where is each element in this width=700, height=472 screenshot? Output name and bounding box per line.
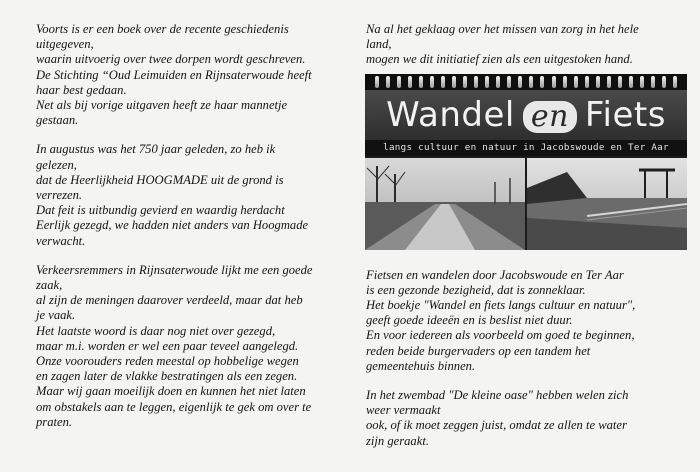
text-line: is een gezonde bezigheid, dat is zonneklaar. xyxy=(366,282,586,297)
text-line: Net als bij vorige uitgaven heeft ze haar mannetje xyxy=(36,98,288,113)
poem-stanza-swimming-pool xyxy=(366,388,684,449)
text-line: De Stichting “Oud Leimuiden en Rijnsaterwoude heeft xyxy=(36,67,312,82)
booklet-title-word: Fiets xyxy=(584,94,666,135)
landscape-photo-canal xyxy=(365,158,525,250)
booklet-subtitle: langs cultuur en natuur in Jacobswoude en Ter Aar xyxy=(365,140,687,156)
text-line: verwacht. xyxy=(36,233,86,248)
text-line: maar m.i. worden er wel een paar teveel aangelegd. xyxy=(36,338,299,353)
text-line: gelezen, xyxy=(36,157,77,172)
text-line: Verkeersremmers in Rijnsaterwoude lijkt me een goede xyxy=(36,262,313,277)
text-line: gestaan. xyxy=(36,113,79,128)
landscape-photo-bridge xyxy=(527,158,687,250)
left-column xyxy=(36,22,352,444)
text-line: zijn geraakt. xyxy=(366,433,429,448)
text-line: reden beide burgervaders op een tandem het xyxy=(366,343,591,358)
text-line: Onze voorouders reden meestal op hobbelige wegen xyxy=(36,354,299,369)
text-line: Eerlijk gezegd, we hadden niet anders van Hoogmade xyxy=(36,218,309,233)
text-line: Na al het geklaag over het missen van zorg in het hele xyxy=(366,22,639,36)
booklet-title-word: Wandel xyxy=(386,94,515,135)
text-line: In augustus was het 750 jaar geleden, zo heb ik xyxy=(36,142,276,157)
text-line: dat de Heerlijkheid HOOGMADE uit de grond is xyxy=(36,172,284,187)
text-line: haar best gedaan. xyxy=(36,82,127,97)
text-line: Maar wij gaan moeilijk doen en kunnen het niet laten xyxy=(36,384,306,399)
booklet-title-word: en xyxy=(523,101,577,133)
text-line: al zijn de meningen daarover verdeeld, maar dat heb xyxy=(36,293,303,308)
booklet-cover-image xyxy=(365,74,687,250)
booklet-photos xyxy=(365,158,687,250)
booklet-title xyxy=(386,95,666,135)
poem-stanza-history-book xyxy=(36,22,352,128)
text-line: Voorts is er een boek over de recente geschiedenis xyxy=(36,22,289,36)
text-line: om obstakels aan te leggen, eigenlijk te gek om over te xyxy=(36,399,312,414)
poem-stanza-care xyxy=(366,22,684,68)
text-line: gemeentehuis binnen. xyxy=(366,358,476,373)
booklet-title-band xyxy=(365,90,687,140)
text-line: Dat feit is uitbundig gevierd en waardig herdacht xyxy=(36,203,285,218)
text-line: geeft goede ideeën en is beslist niet duur. xyxy=(366,313,573,328)
text-line: Het boekje "Wandel en fiets langs cultuur en natuur", xyxy=(366,298,636,313)
poem-stanza-hoogmade xyxy=(36,142,352,248)
text-line: land, xyxy=(366,37,392,52)
text-line: ook, of ik moet zeggen juist, omdat ze allen te water xyxy=(366,418,627,433)
text-line: weer vermaakt xyxy=(366,403,441,418)
text-line: mogen we dit initiatief zien als een uitgestoken hand. xyxy=(366,52,633,67)
right-column xyxy=(366,22,684,463)
text-line: Fietsen en wandelen door Jacobswoude en Ter Aar xyxy=(366,267,624,282)
text-line: En voor iedereen als voorbeeld om goed te beginnen, xyxy=(366,328,635,343)
text-line: zaak, xyxy=(36,278,63,293)
text-line: verrezen. xyxy=(36,188,83,203)
text-line: je vaak. xyxy=(36,308,76,323)
text-line: en zagen later de vlakke bestratingen als een zegen. xyxy=(36,369,298,384)
text-line: praten. xyxy=(36,414,73,429)
spiral-binding xyxy=(365,74,687,90)
text-line: In het zwembad "De kleine oase" hebben welen zich xyxy=(366,388,629,403)
text-line: Het laatste woord is daar nog niet over gezegd, xyxy=(36,323,276,338)
text-line: uitgegeven, xyxy=(36,37,94,52)
poem-stanza-traffic xyxy=(36,263,352,430)
text-line: waarin uitvoerig over twee dorpen wordt geschreven. xyxy=(36,52,306,67)
poem-stanza-cycling xyxy=(366,268,684,374)
